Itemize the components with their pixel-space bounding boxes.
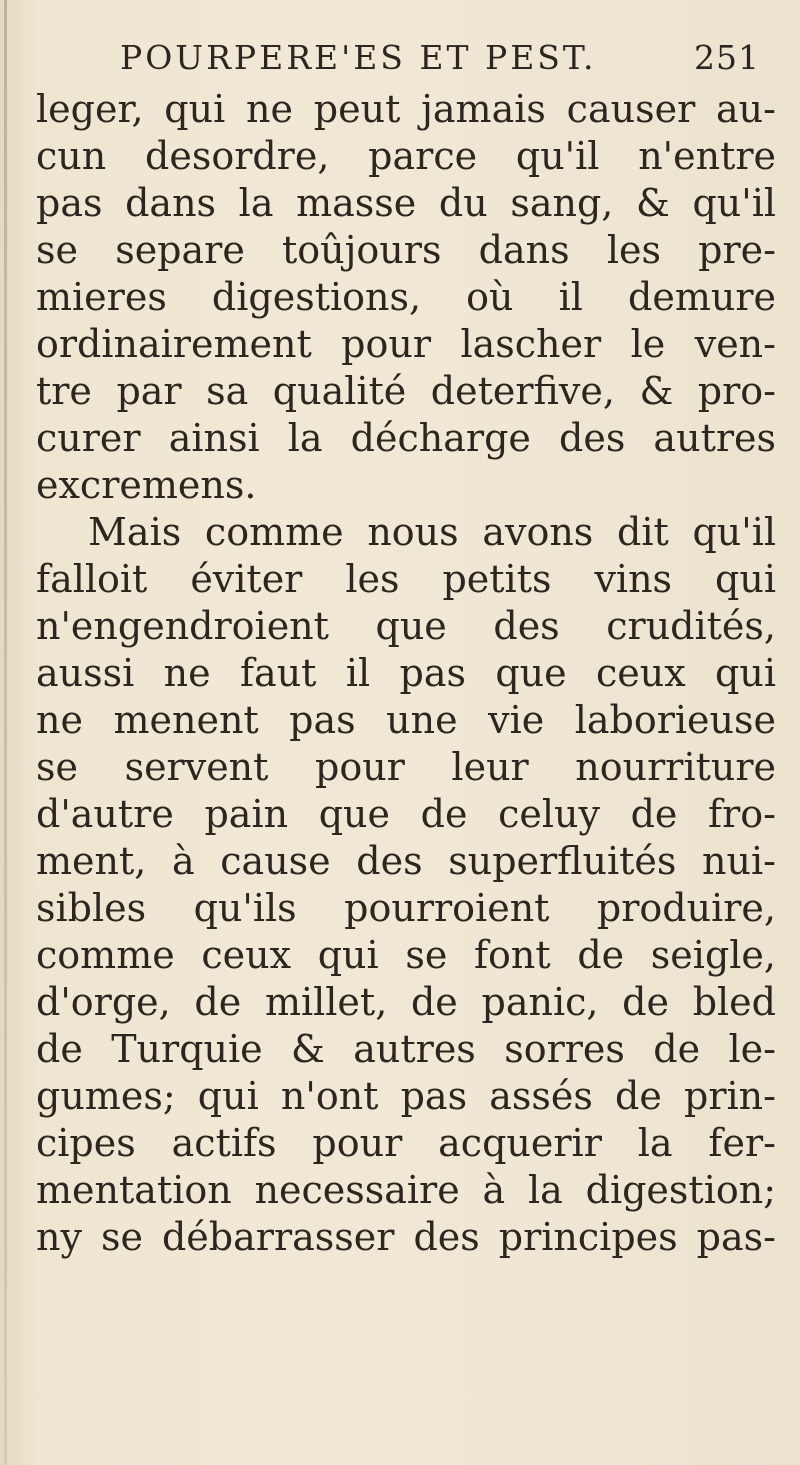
text-line: leger, qui ne peut jamais causer au- [36, 87, 776, 131]
running-head-title: POURPERE'ES ET PEST. [120, 38, 597, 77]
paragraph-start-line: Mais comme nous avons dit qu'il [88, 510, 776, 554]
page-gutter-shadow [4, 0, 7, 1465]
paragraph-end-line: excremens. [36, 463, 257, 507]
text-line: curer ainsi la décharge des autres [36, 416, 776, 460]
text-line: ny se débarrasser des principes pas- [36, 1215, 776, 1259]
text-line: aussi ne faut il pas que ceux qui [36, 651, 776, 695]
text-line: sibles qu'ils pourroient produire, [36, 886, 776, 930]
text-line: pas dans la masse du sang, & qu'il [36, 181, 776, 225]
text-line: se servent pour leur nourriture [36, 745, 776, 789]
text-line: ment, à cause des superfluités nui- [36, 839, 776, 883]
body-text [36, 86, 776, 1261]
text-line: mentation necessaire à la digestion; [36, 1168, 776, 1212]
text-line: d'orge, de millet, de panic, de bled [36, 980, 776, 1024]
running-head [120, 38, 760, 88]
text-line: ordinairement pour lascher le ven- [36, 322, 776, 366]
text-line: comme ceux qui se font de seigle, [36, 933, 776, 977]
text-line: se separe toûjours dans les pre- [36, 228, 776, 272]
text-line: n'engendroient que des crudités, [36, 604, 776, 648]
text-line: tre par sa qualité deterfive, & pro- [36, 369, 776, 413]
text-line: de Turquie & autres sorres de le- [36, 1027, 776, 1071]
text-line: cun desordre, parce qu'il n'entre [36, 134, 776, 178]
text-line: mieres digestions, où il demure [36, 275, 776, 319]
text-line: gumes; qui n'ont pas assés de prin- [36, 1074, 776, 1118]
text-line: d'autre pain que de celuy de fro- [36, 792, 776, 836]
text-line: falloit éviter les petits vins qui [36, 557, 776, 601]
text-line: cipes actifs pour acquerir la fer- [36, 1121, 776, 1165]
text-line: ne menent pas une vie laborieuse [36, 698, 776, 742]
page-number: 251 [694, 38, 760, 77]
